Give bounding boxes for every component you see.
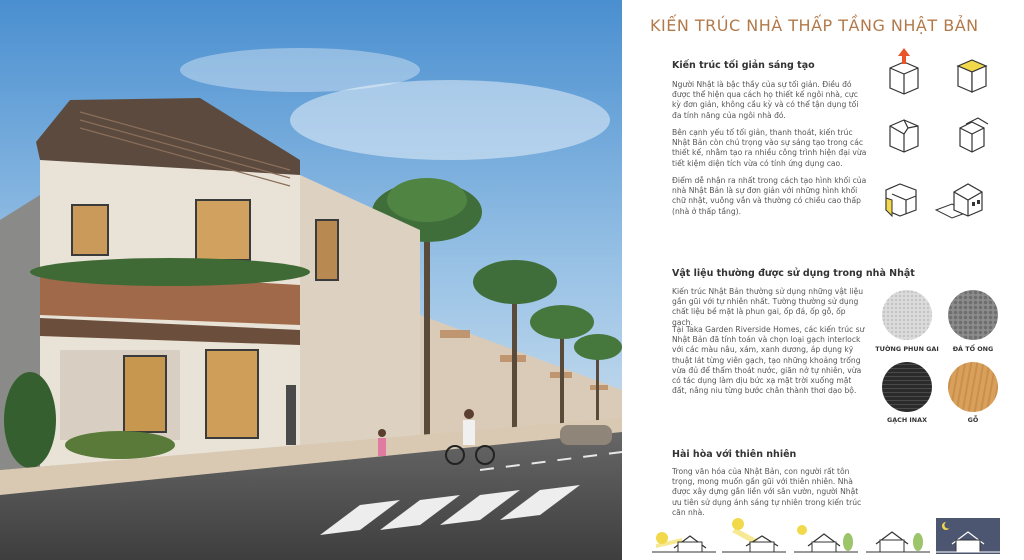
paragraph: Tại Taka Garden Riverside Homes, các kiến trúc sư Nhật Bản đã tính toán và chọn loại gạch interlock với các màu nâu, xám, xanh dương, áp dụng kỹ thuật lát từng viên gạch, tạo những khoảng trống vừa đủ để thẩm thoát nước, giãn nở tự nhiên, vừa có tác dụng làm dịu bức xạ mặt trời xuống mặt đất, nâng niu từng bước chân thành thơi dạo bộ. [672,325,865,396]
paragraph: Trong văn hóa của Nhật Bản, con người rất tôn trọng, mong muốn gần gũi với thiên nhiên. Nhà được xây dựng gắn liền với sân vườn, người Nhật ưu tiên sử dụng ánh sáng tự nhiên trong kiến trúc căn nhà. [672,467,862,517]
window [72,205,108,255]
child [378,429,386,456]
section-heading: Kiến trúc tối giản sáng tạo [672,60,815,71]
section-heading: Hài hòa với thiên nhiên [672,449,797,460]
sun-house-icon [652,522,716,554]
paragraph: Kiến trúc Nhật Bản thường sử dụng những vật liệu gần gũi với tự nhiên nhất. Tường thường sử dụng chất liệu bề mặt là phun gai, ốp đá, ốp gỗ, ốp gạch. [672,287,864,327]
cube-yellow-roof-icon [952,52,992,96]
car [560,425,612,445]
cube-arrow-icon [884,48,924,96]
cube-yellow-side-icon [880,176,924,222]
cube-shifted-icon [952,112,992,156]
paragraph: Điểm dễ nhận ra nhất trong cách tạo hình khối của nhà Nhật Bản là sự đơn giản với những hình khối chữ nhật, vuông vắn và thường có chiều cao thấp (nhà ở thấp tầng). [672,176,867,216]
material-label: ĐÁ TỔ ONG [952,345,994,353]
cloud [180,48,420,92]
material-label: GỖ [967,416,979,424]
glass-door [206,350,258,438]
garden-house-icon [866,522,930,554]
paragraph: Người Nhật là bậc thầy của sự tối giản. Điều đó được thể hiện qua cách họ thiết kế ngôi nhà, cực kỳ đơn giản, không cầu kỳ và có thể tận dụng tối đa tính năng của ngôi nhà đó. [672,80,859,120]
wood-texture-swatch [948,362,998,412]
section-heading: Vật liệu thường được sử dụng trong nhà Nhật [672,268,915,279]
cloud [290,80,610,160]
night-house-icon [936,518,1000,554]
material-label: GẠCH INAX [886,416,928,424]
sun-angle-house-icon [722,516,786,554]
plaster-texture-swatch [882,290,932,340]
balcony-plants [30,258,310,286]
stone-texture-swatch [948,290,998,340]
cube-cut-icon [884,112,924,156]
info-panel [622,0,1024,560]
material-label: TƯỜNG PHUN GAI [875,345,939,353]
door-panel [286,385,296,445]
sun-tree-house-icon [794,520,858,554]
glass-door [124,356,166,432]
shrub [4,372,56,468]
window [196,200,250,260]
window [316,220,338,280]
tile-texture-swatch [882,362,932,412]
house-exploded-icon [934,176,994,222]
hedge [65,431,175,459]
paragraph: Bên cạnh yếu tố tối giản, thanh thoát, kiến trúc Nhật Bản còn chú trọng vào sự sáng tạo trong các thiết kế, nhằm tạo ra nhiều công trình hiện đại vừa tiết kiệm diện tích vừa có tính ứng dụng cao. [672,128,867,168]
page-title: KIẾN TRÚC NHÀ THẤP TẦNG NHẬT BẢN [650,16,979,35]
